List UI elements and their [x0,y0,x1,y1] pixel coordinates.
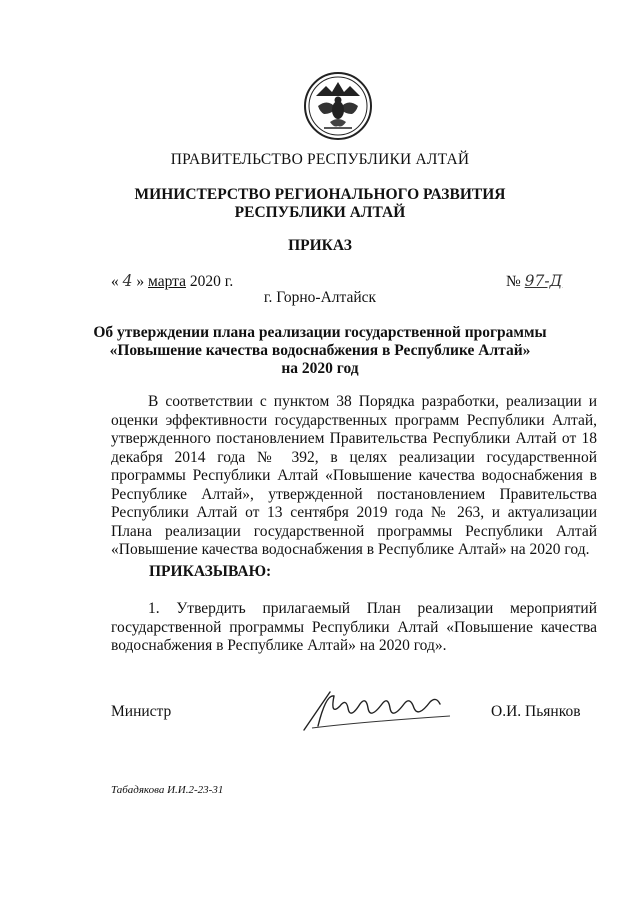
ministry-title-line1: МИНИСТЕРСТВО РЕГИОНАЛЬНОГО РАЗВИТИЯ [134,186,506,203]
date-day: 4 [122,272,133,290]
date-open-quote: « [111,273,119,290]
executor-footer: Табадякова И.И.2-23-31 [111,784,224,796]
signatory-position: Министр [111,703,172,720]
city: г. Горно-Алтайск [263,289,377,306]
date-month: марта [148,273,186,290]
ministry-title-line2: РЕСПУБЛИКИ АЛТАЙ [234,204,406,221]
date-year: 2020 г. [189,273,234,290]
decree-heading: ПРИКАЗЫВАЮ: [149,563,272,580]
order-item-1: 1. Утвердить прилагаемый План реализации мероприятий государственной программы Республики Алтай «Повышение качества водоснабжения в Республике Алтай» на 2020 год». [111,600,597,654]
order-number-label: № [506,273,521,290]
signatory-name: О.И. Пьянков [491,703,581,720]
altai-republic-emblem-icon [302,70,374,142]
ministry-title [0,186,640,222]
handwritten-signature-icon [300,686,460,734]
subject-line1: Об утверждении плана реализации государственной программы [93,324,547,341]
subject-line2: «Повышение качества водоснабжения в Республике Алтай» [109,342,531,359]
order-number-value: 97-Д [524,272,563,290]
government-title: ПРАВИТЕЛЬСТВО РЕСПУБЛИКИ АЛТАЙ [170,151,470,168]
order-subject [0,324,640,378]
document-type: ПРИКАЗ [288,237,352,254]
subject-line3: на 2020 год [281,360,359,377]
preamble-paragraph: В соответствии с пунктом 38 Порядка разработки, реализации и оценки эффективности государственных программ Республики Алтай, утвержденного постановлением Правительства Республики Алтай от 18 декабря 2014 года № 392, в целях реализации государственной программы Республики Алтай «Повышение качества водоснабжения в Республике Алтай», утвержденной постановлением Правительства Республики Алтай от 13 сентября 2019 года № 263, и актуализации Плана реализации государственной программы Республики Алтай «Повышение качества водоснабжения в Республике Алтай» на 2020 год. [111,393,597,558]
date-close-quote: » [136,273,145,290]
